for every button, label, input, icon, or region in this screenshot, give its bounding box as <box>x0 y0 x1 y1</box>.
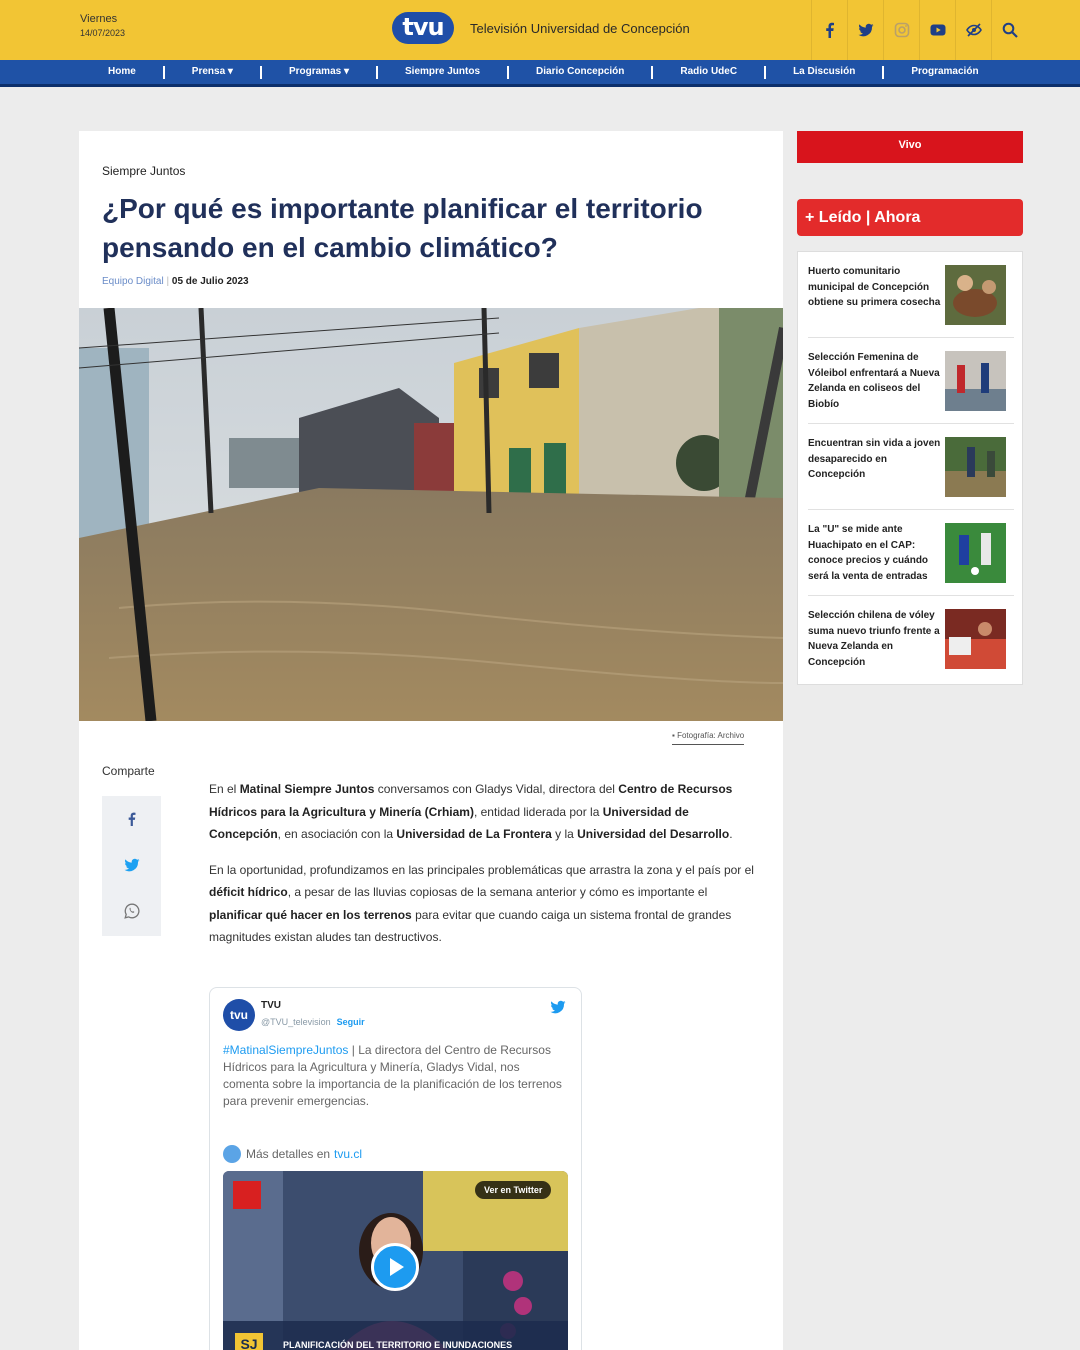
live-button[interactable]: Vivo <box>797 131 1023 163</box>
nav-prensa[interactable]: Prensa ▾ <box>191 66 233 77</box>
globe-icon <box>223 1145 241 1163</box>
article-card <box>79 131 783 1350</box>
photo-caption: ▪ Fotografía: Archivo <box>672 731 744 745</box>
list-item-title[interactable]: Encuentran sin vida a joven desaparecido en Concepción <box>808 438 941 480</box>
search-icon[interactable] <box>991 0 1027 60</box>
watch-on-twitter-button[interactable]: Ver en Twitter <box>475 1181 551 1199</box>
tweet-text: #MatinalSiempreJuntos | La directora del Centro de Recursos Hídricos para la Agricultura y Minería, Gladys Vidal, nos comenta sobre la importancia de la planificación de los terrenos para prevenir emergencias. <box>223 1043 562 1108</box>
share-buttons <box>102 796 161 936</box>
whatsapp-icon <box>124 903 140 919</box>
list-item-title[interactable]: Selección Femenina de Vóleibol enfrentará a Nueva Zelanda en coliseos del Biobío <box>808 352 940 410</box>
article-photo <box>79 308 783 721</box>
facebook-icon <box>125 812 139 826</box>
nav-divider <box>651 66 653 79</box>
tweet-link[interactable]: tvu.cl <box>334 1147 363 1161</box>
share-whatsapp-button[interactable] <box>102 888 161 934</box>
top-bar <box>0 0 1080 60</box>
meta-divider: | <box>166 276 172 287</box>
list-item-title[interactable]: Huerto comunitario municipal de Concepción obtiene su primera cosecha <box>808 266 941 308</box>
most-read-header: + Leído | Ahora <box>797 199 1023 236</box>
nav-la-discusion[interactable]: La Discusión <box>793 66 856 77</box>
list-item[interactable] <box>808 596 1014 682</box>
share-facebook-button[interactable] <box>102 796 161 842</box>
nav-divider <box>882 66 884 79</box>
article-title: ¿Por qué es importante planificar el territorio pensando en el cambio climático? <box>102 193 703 263</box>
tvu-logo[interactable]: tvu <box>392 12 454 44</box>
article-meta <box>102 276 249 287</box>
social-links <box>811 0 1027 60</box>
most-read-list <box>797 251 1023 685</box>
nav-divider <box>376 66 378 79</box>
share-twitter-button[interactable] <box>102 842 161 888</box>
nav-divider <box>764 66 766 79</box>
nav-divider <box>260 66 262 79</box>
date-value: 14/07/2023 <box>80 28 126 38</box>
list-item-thumbnail[interactable] <box>945 523 1006 583</box>
tweet-follow-button[interactable]: Seguir <box>336 1017 365 1027</box>
embedded-tweet <box>209 987 582 1350</box>
video-caption: PLANIFICACIÓN DEL TERRITORIO E INUNDACIONES <box>283 1340 513 1350</box>
station-name: Televisión Universidad de Concepción <box>470 21 690 36</box>
list-item-thumbnail[interactable] <box>945 609 1006 669</box>
nav-radio-udec[interactable]: Radio UdeC <box>680 66 738 77</box>
article-date: 05 de Julio 2023 <box>171 276 249 287</box>
tweet-video[interactable] <box>223 1171 568 1350</box>
video-badge: SJ <box>235 1333 263 1350</box>
hidden-icon[interactable] <box>955 0 991 60</box>
nav-diario-concepcion[interactable]: Diario Concepción <box>536 66 625 77</box>
nav-home[interactable]: Home <box>108 66 136 77</box>
nav-divider <box>163 66 165 79</box>
paragraph-1: En el Matinal Siempre Juntos conversamos con Gladys Vidal, directora del Centro de Recursos Hídricos para la Agricultura y Minería (Crhiam), entidad liderada por la Universidad de Concepción, en asociación con la Universidad de La Frontera y la Universidad del Desarrollo. <box>209 782 733 841</box>
twitter-icon <box>124 857 140 873</box>
article-author[interactable]: Equipo Digital <box>102 276 164 287</box>
twitter-icon[interactable] <box>550 999 566 1020</box>
list-item-title[interactable]: Selección chilena de vóley suma nuevo triunfo frente a Nueva Zelanda en Concepción <box>808 610 940 668</box>
list-item[interactable] <box>808 252 1014 338</box>
article-body <box>209 778 757 962</box>
list-item-thumbnail[interactable] <box>945 265 1006 325</box>
tweet-handle: @TVU_television Seguir <box>261 1017 365 1027</box>
list-item-thumbnail[interactable] <box>945 351 1006 411</box>
youtube-icon[interactable] <box>919 0 955 60</box>
nav-programas[interactable]: Programas ▾ <box>288 66 349 77</box>
current-date <box>80 12 125 40</box>
twitter-icon[interactable] <box>847 0 883 60</box>
tweet-avatar[interactable]: tvu <box>223 999 255 1031</box>
paragraph-2: En la oportunidad, profundizamos en las principales problemáticas que arrastra la zona y el país por el déficit hídrico, a pesar de las lluvias copiosas de la semana anterior y cómo es importante el planificar qué hacer en los terrenos para evitar que cuando caiga un sistema frontal de grandes magnitudes existan aludes tan destructivos. <box>209 862 754 944</box>
list-item-title[interactable]: La "U" se mide ante Huachipato en el CAP: conoce precios y cuándo será la venta de entradas <box>808 524 929 582</box>
share-label: Comparte <box>102 764 155 778</box>
list-item[interactable] <box>808 510 1014 596</box>
nav-siempre-juntos[interactable]: Siempre Juntos <box>405 66 481 77</box>
day-name: Viernes <box>80 13 118 25</box>
tweet-hashtag[interactable]: #MatinalSiempreJuntos <box>223 1043 349 1057</box>
article-section[interactable]: Siempre Juntos <box>102 164 186 178</box>
tweet-more-details: Más detalles en tvu.cl <box>223 1145 362 1163</box>
main-nav <box>0 60 1080 87</box>
play-icon[interactable] <box>371 1243 419 1291</box>
tweet-author-name[interactable]: TVU <box>261 1000 281 1011</box>
instagram-icon[interactable] <box>883 0 919 60</box>
list-item-thumbnail[interactable] <box>945 437 1006 497</box>
facebook-icon[interactable] <box>811 0 847 60</box>
list-item[interactable] <box>808 424 1014 510</box>
list-item[interactable] <box>808 338 1014 424</box>
nav-programacion[interactable]: Programación <box>911 66 979 77</box>
nav-divider <box>507 66 509 79</box>
